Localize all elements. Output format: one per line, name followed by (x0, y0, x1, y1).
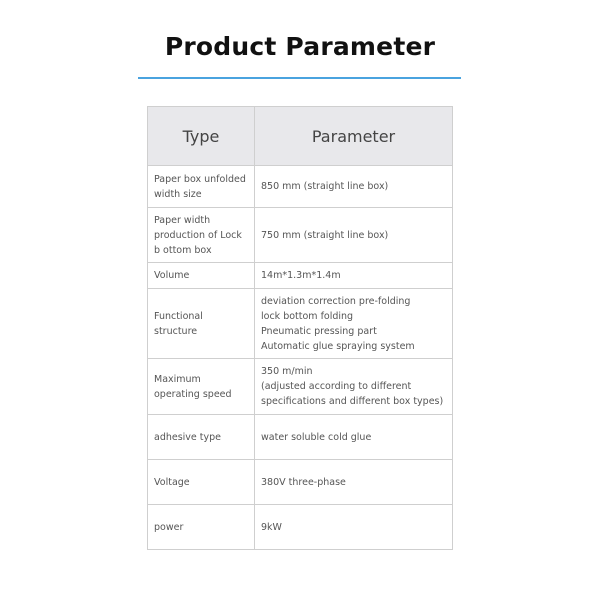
row-value-cell: 14m*1.3m*1.4m (255, 263, 453, 289)
parameter-table (147, 106, 453, 550)
row-type-cell: power (148, 505, 255, 550)
table-row (148, 359, 453, 415)
row-value-cell (255, 289, 453, 359)
value-line: (adjusted according to different specifications and different box types) (261, 381, 444, 407)
header-parameter: Parameter (255, 107, 453, 166)
row-value-cell: water soluble cold glue (255, 415, 453, 460)
row-value-cell: 380V three-phase (255, 460, 453, 505)
row-value-cell: 750 mm (straight line box) (255, 208, 453, 263)
row-value-cell: 850 mm (straight line box) (255, 166, 453, 208)
row-type-cell: Volume (148, 263, 255, 289)
header-type: Type (148, 107, 255, 166)
value-line: deviation correction pre-folding (261, 295, 411, 307)
row-type-cell: Maximum operating speed (148, 359, 255, 415)
title-underline (138, 77, 461, 79)
table-header-row (148, 107, 453, 166)
table-row (148, 415, 453, 460)
table-row (148, 208, 453, 263)
row-type-cell: Paper box unfolded width size (148, 166, 255, 208)
row-value-cell: 9kW (255, 505, 453, 550)
table-row (148, 505, 453, 550)
row-type-cell: Voltage (148, 460, 255, 505)
row-type-cell: Paper width production of Lock b ottom box (148, 208, 255, 263)
value-line: Automatic glue spraying system (261, 340, 415, 352)
value-line: 350 m/min (261, 366, 313, 377)
row-type-cell: adhesive type (148, 415, 255, 460)
row-value-cell (255, 359, 453, 415)
table-row (148, 289, 453, 359)
table-row (148, 263, 453, 289)
table-row (148, 166, 453, 208)
row-type-cell: Functional structure (148, 289, 255, 359)
value-line: lock bottom folding (261, 310, 354, 322)
table-row (148, 460, 453, 505)
page-title: Product Parameter (164, 32, 436, 61)
value-line: Pneumatic pressing part (261, 325, 377, 337)
